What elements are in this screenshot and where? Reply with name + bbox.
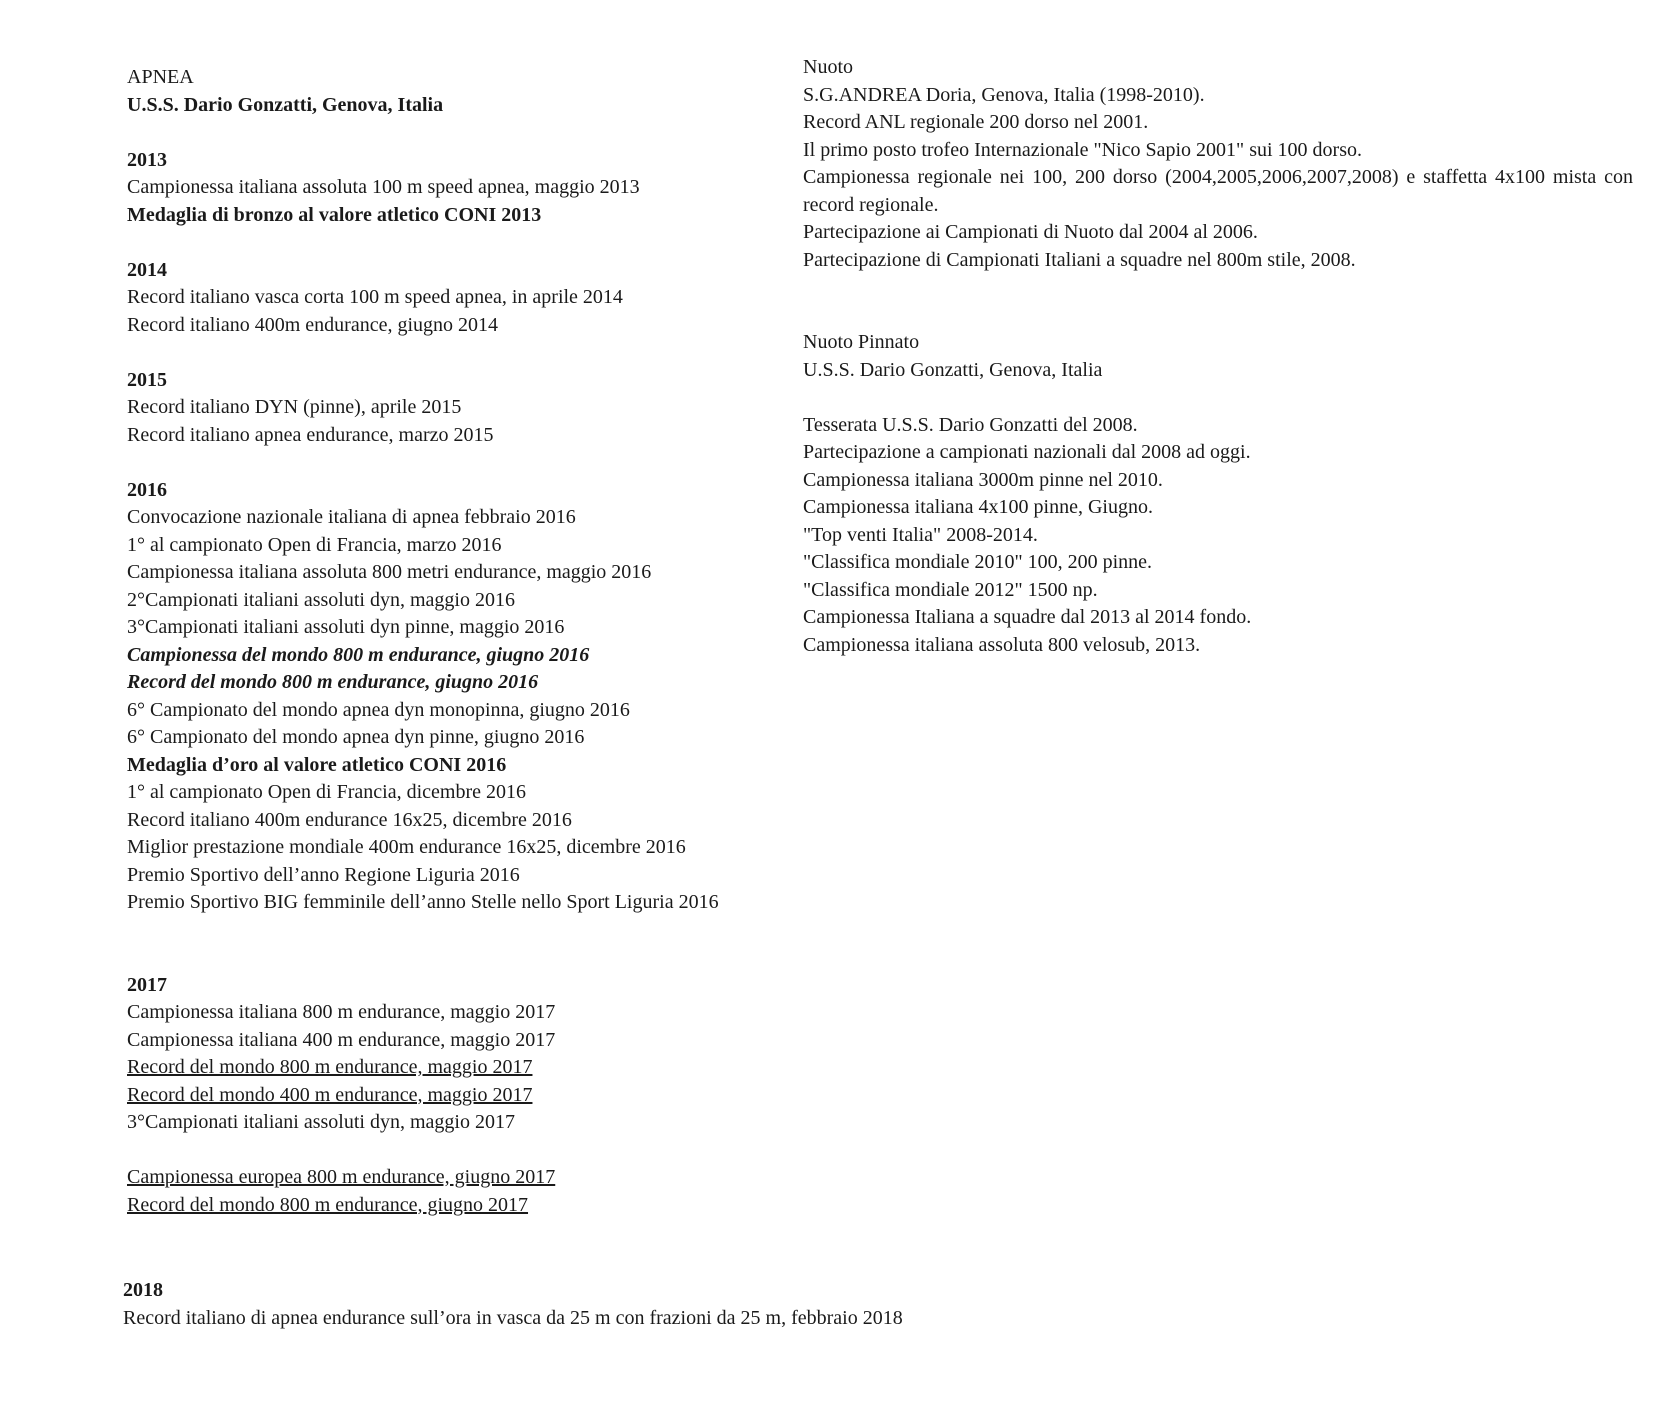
- achievement-item: Campionessa italiana 800 m endurance, maggio 2017: [127, 1001, 556, 1023]
- achievement-item: Record italiano vasca corta 100 m speed apnea, in aprile 2014: [127, 286, 623, 308]
- apnea-title: APNEA: [127, 66, 194, 88]
- achievement-item: Medaglia d’oro al valore atletico CONI 2016: [127, 753, 507, 776]
- achievement-item: 3°Campionati italiani assoluti dyn pinne, maggio 2016: [127, 616, 565, 638]
- nuoto-item: Record ANL regionale 200 dorso nel 2001.: [803, 111, 1149, 133]
- year-heading-2018: 2018: [123, 1279, 163, 1301]
- nuoto-section: [803, 54, 1633, 659]
- achievement-item: Campionessa europea 800 m endurance, giugno 2017: [127, 1166, 556, 1188]
- nuoto-item: Campionessa regionale nei 100, 200 dorso (2004,2005,2006,2007,2008) e staffetta 4x100 mista con record regionale.: [803, 166, 1633, 216]
- nuoto-pinnato-item: Campionessa italiana 3000m pinne nel 2010.: [803, 468, 1163, 491]
- achievement-item: Record italiano 400m endurance 16x25, dicembre 2016: [127, 808, 572, 831]
- nuoto-item: Il primo posto trofeo Internazionale "Nico Sapio 2001" sui 100 dorso.: [803, 138, 1363, 161]
- nuoto-pinnato-item: Campionessa italiana 4x100 pinne, Giugno.: [803, 496, 1153, 518]
- achievement-item: 1° al campionato Open di Francia, marzo 2016: [127, 533, 502, 556]
- nuoto-pinnato-club: U.S.S. Dario Gonzatti, Genova, Italia: [803, 358, 1103, 381]
- achievement-item: 1° al campionato Open di Francia, dicembre 2016: [127, 781, 526, 803]
- nuoto-pinnato-item: "Classifica mondiale 2012" 1500 np.: [803, 578, 1098, 601]
- achievement-item: Campionessa italiana assoluta 800 metri endurance, maggio 2016: [127, 561, 652, 583]
- achievement-item: Premio Sportivo dell’anno Regione Liguria 2016: [127, 863, 520, 886]
- achievement-item: Premio Sportivo BIG femminile dell’anno Stelle nello Sport Liguria 2016: [127, 891, 719, 913]
- nuoto-pinnato-item: Tesserata U.S.S. Dario Gonzatti del 2008.: [803, 413, 1138, 436]
- achievement-item: Record italiano 400m endurance, giugno 2014: [127, 313, 499, 336]
- achievement-item: 2°Campionati italiani assoluti dyn, maggio 2016: [127, 588, 515, 611]
- year-2018-section: [123, 1277, 1323, 1332]
- nuoto-pinnato-item: Campionessa Italiana a squadre dal 2013 al 2014 fondo.: [803, 606, 1252, 628]
- nuoto-pinnato-item: Campionessa italiana assoluta 800 velosub, 2013.: [803, 633, 1201, 656]
- nuoto-item: Partecipazione di Campionati Italiani a squadre nel 800m stile, 2008.: [803, 248, 1356, 271]
- achievement-item: Convocazione nazionale italiana di apnea febbraio 2016: [127, 506, 576, 528]
- nuoto-item: Partecipazione ai Campionati di Nuoto dal 2004 al 2006.: [803, 221, 1258, 243]
- achievement-item: Record del mondo 800 m endurance, maggio 2017: [127, 1056, 533, 1078]
- year-heading-2014: 2014: [127, 258, 167, 281]
- achievement-item: 6° Campionato del mondo apnea dyn pinne, giugno 2016: [127, 726, 585, 748]
- nuoto-item: S.G.ANDREA Doria, Genova, Italia (1998-2010).: [803, 83, 1205, 106]
- achievement-item: Record del mondo 400 m endurance, maggio 2017: [127, 1083, 533, 1106]
- year-heading-2015: 2015: [127, 368, 167, 391]
- nuoto-pinnato-item: "Classifica mondiale 2010" 100, 200 pinne.: [803, 551, 1153, 573]
- achievement-item: Record del mondo 800 m endurance, giugno 2017: [127, 1193, 529, 1216]
- achievement-item: 6° Campionato del mondo apnea dyn monopinna, giugno 2016: [127, 698, 630, 721]
- achievement-item: Record del mondo 800 m endurance, giugno 2016: [127, 671, 539, 693]
- nuoto-title: Nuoto: [803, 56, 853, 78]
- nuoto-pinnato-item: Partecipazione a campionati nazionali dal 2008 ad oggi.: [803, 441, 1251, 463]
- achievement-item: 3°Campionati italiani assoluti dyn, maggio 2017: [127, 1111, 515, 1133]
- achievement-item: Record italiano apnea endurance, marzo 2015: [127, 423, 494, 446]
- achievement-item: Miglior prestazione mondiale 400m endurance 16x25, dicembre 2016: [127, 836, 686, 858]
- nuoto-pinnato-title: Nuoto Pinnato: [803, 331, 920, 353]
- achievement-item: Campionessa del mondo 800 m endurance, giugno 2016: [127, 643, 590, 666]
- apnea-section: [127, 64, 787, 1219]
- achievement-item: Campionessa italiana assoluta 100 m speed apnea, maggio 2013: [127, 176, 640, 198]
- apnea-club: U.S.S. Dario Gonzatti, Genova, Italia: [127, 93, 444, 116]
- achievement-item: Campionessa italiana 400 m endurance, maggio 2017: [127, 1028, 556, 1051]
- year-heading-2013: 2013: [127, 148, 167, 171]
- year-heading-2017: 2017: [127, 973, 167, 996]
- year-heading-2016: 2016: [127, 478, 167, 501]
- achievement-item: Record italiano DYN (pinne), aprile 2015: [127, 396, 462, 418]
- nuoto-pinnato-item: "Top venti Italia" 2008-2014.: [803, 523, 1038, 546]
- achievement-item: Record italiano di apnea endurance sull’ora in vasca da 25 m con frazioni da 25 m, febbraio 2018: [123, 1306, 903, 1329]
- achievement-item: Medaglia di bronzo al valore atletico CONI 2013: [127, 203, 542, 226]
